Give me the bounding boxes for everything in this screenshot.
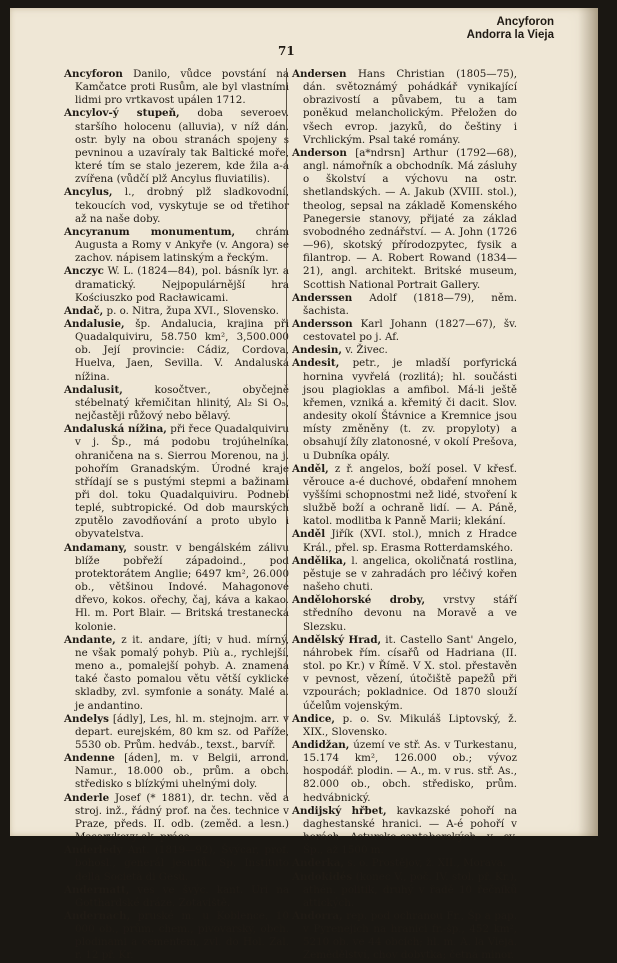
dictionary-entry	[292, 634, 517, 713]
page-number: 71	[278, 44, 295, 58]
entry-text: l., drobný plž sladkovodní, tekoucích vod, vyskytuje se od třetihor až na naše doby.	[75, 186, 289, 225]
entry-headword: Ancyforon	[64, 68, 123, 80]
dictionary-entry	[64, 884, 289, 910]
entry-headword: Andamany,	[64, 541, 127, 554]
dictionary-entry	[292, 871, 517, 910]
dictionary-entry	[64, 542, 289, 634]
entry-text: Jiřík (XVI. stol.), mnich z Hradce Král., přel. sp. Erasma Rotterdamského.	[303, 528, 517, 554]
entry-headword: Andermatt,	[64, 883, 130, 896]
entry-headword: Andersen	[292, 68, 347, 80]
entry-headword: Ancyranum monumentum,	[64, 225, 236, 238]
entry-headword: Andidžan,	[292, 738, 350, 751]
dictionary-entry	[64, 384, 289, 423]
entry-headword: Andělský Hrad,	[292, 633, 382, 646]
dictionary-entry	[292, 292, 517, 318]
entry-headword: Andělohorské droby,	[292, 594, 426, 607]
entry-text: pruské m. u Koblence, 10 000 ob., prům. chem., pivovarský, obch. plodinami a cementem, zvl. do Hol. Zal. r. 12 př. Kr.	[75, 910, 289, 962]
entry-headword: Anderssen	[292, 291, 353, 304]
dictionary-entry	[292, 555, 517, 594]
entry-text: p. o. Sv. Mikuláš Liptovský, ž. XIX., Slovensko.	[303, 712, 517, 738]
entry-text: doba severoev. staršího holocenu (alluvia), v níž dán. ostr. byly na obou stranách spojeny s pevninou a uzavíraly tak Baltické moře, které tím se stalo jezerem, kde žila a-á zvířena (vůdčí plž Ancylus fluviatilis).	[75, 107, 289, 186]
dictionary-entry	[292, 739, 517, 805]
entry-text: Ant. (1819—92), Švýcar, prof. bohosl., generál jesuitů. Sp. Instituto della Società di Gesù.	[75, 844, 289, 883]
entry-headword: Andalusie,	[64, 317, 125, 330]
entry-text: p. o. Nitra, župa XVI., Slovensko.	[103, 304, 279, 317]
dictionary-entry	[292, 357, 517, 462]
entry-headword: Anderson	[292, 146, 347, 159]
dictionary-entry	[292, 463, 517, 529]
entry-headword: Anderka,	[292, 857, 345, 870]
dictionary-entry	[64, 226, 289, 265]
entry-text: petr., je mladší porfyrická hornina vyvřelá (rozlitá); hl. součásti jsou plagioklas a amfibol. Má-li ještě křemen, vzniká a. křemitý či dacit. Slov. andesity okolí Štávnice a Kremnice jsou místy změněny (t. zv. propyloty) a obsahují žíly zlatonosné, v okolí Prešova, u Dubníka opály.	[303, 357, 517, 462]
dictionary-entry	[292, 910, 517, 963]
header-last-entry: Andorra la Vieja	[466, 29, 554, 41]
running-header	[467, 16, 554, 42]
dictionary-entry	[64, 713, 289, 752]
entry-text: (konec V., poč. IV. stol. př. Kr.), athén. politik, druhý v řadě 10 řečníků attických.	[303, 870, 517, 909]
entry-headword: Andělika,	[292, 554, 347, 567]
entry-text: vrstvy stáří středního devonu na Moravě a ve Slezsku.	[303, 594, 517, 633]
entry-text: chrám Augusta a Romy v Ankyře (v. Angora) se zachov. nápisem latinským a řeckým.	[75, 225, 290, 265]
entry-text: soustr. v bengálském zálivu blíže pobřeží západoind., pod protektorátem Anglie; 6497 km², 26.000 ob., většinou Indové. Mahagonové dřevo, kokos. ořechy, čaj, káva a kakao. Hl. m. Port Blair. — Britská trestanecká kolonie.	[75, 541, 289, 633]
entry-text: z ř. angelos, boží posel. V křesť. věrouce a-é duchové, obdaření mnohem vyššími schopnostmi než lidé, stvoření k službě boží a ochraně lidí. — A. Páně, katol. modlitba k Panně Marii; klekání.	[303, 462, 517, 528]
left-column	[64, 68, 289, 963]
entry-text: Karl Johann (1827—67), šv. cestovatel po j. Af.	[303, 317, 517, 344]
entry-headword: Andesin,	[292, 344, 343, 357]
entry-text: rep. pod ochranou Fr., Šp a pap. v Pyrenejích na hranici fr.-šp., 452 km², 5210 ob. ve 44 obcích; hl. m. A. la Vieja. Zemědělství, chov dobytka; četná minor.	[303, 910, 517, 962]
dictionary-entry	[64, 186, 289, 225]
entry-text: l. angelica, okoličnatá rostlina, pěstuje se v zahradách pro léčivý kořen našeho chuti.	[303, 554, 517, 594]
dictionary-entry	[292, 68, 517, 147]
entry-headword: Andokidés	[292, 870, 353, 883]
entry-text: ves ve švýc. kant. Uri na Gotthardské dráze. Zotaviště.	[75, 883, 289, 909]
dictionary-entry	[64, 318, 289, 384]
dictionary-entry	[64, 305, 289, 318]
entry-text: z it. andare, jíti; v hud. mírný, ne však pomalý pohyb. Più a., rychlejší, meno a., pomalejší pohyb. A. znamená také často pomalou větu větší cyklické skladby, zvl. symfonie a sonáty. Malé a. je andantino.	[75, 633, 289, 712]
entry-headword: Ancylus,	[64, 186, 113, 199]
entry-headword: Andijský hřbet,	[292, 804, 387, 817]
dictionary-entry	[64, 844, 289, 883]
entry-headword: Andač,	[64, 304, 104, 317]
entry-text: Adolf (1818—79), něm. šachista.	[303, 291, 517, 317]
dictionary-entry	[292, 857, 517, 870]
entry-text: šp. Andalucia, krajina při Quadalquiviru, 58.750 km², 3,500.000 ob. Její provincie: Cádiz, Cordova, Huelva, Jaen, Sevilla. V. Andaluská nížina.	[75, 317, 289, 383]
entry-headword: Anderledy	[64, 844, 123, 857]
header-first-entry: Ancyforon	[496, 16, 554, 28]
dictionary-entry	[292, 318, 517, 344]
page-binding-shadow	[578, 8, 598, 836]
entry-headword: Andernach,	[64, 910, 131, 922]
dictionary-entry	[64, 752, 289, 791]
entry-headword: Andalusit,	[64, 383, 123, 396]
dictionary-entry	[292, 713, 517, 739]
entry-text: Hans Christian (1805—75), dán. světoznámý pohádkář vynikající obrazivostí a půvabem, tu a tam poněkud melancholickým. Přeložen do všech evrop. jazyků, do češtiny i Vrchlickým. Psal také romány.	[303, 68, 517, 146]
dictionary-entry	[292, 594, 517, 633]
dictionary-entry	[64, 107, 289, 186]
dictionary-entry	[64, 634, 289, 713]
entry-headword: Andaluská nížina,	[64, 423, 167, 436]
entry-text: v. Živec.	[342, 344, 388, 357]
dictionary-entry	[292, 805, 517, 858]
entry-headword: Anděl	[292, 528, 326, 541]
dictionary-entry	[64, 792, 289, 845]
dictionary-entry	[64, 910, 289, 963]
dictionary-entry	[64, 265, 289, 304]
entry-headword: Anczyc	[64, 265, 104, 278]
entry-headword: Andante,	[64, 633, 116, 646]
entry-text: Danilo, vůdce povstání na Kamčatce proti Rusům, ale byl vlastními lidmi pro vrtkavost upálen 1712.	[75, 68, 289, 107]
entry-text: Josef (* 1881), dr. techn. věd a stroj. inž., řádný prof. na čes. technice v Praze, předs. II. odb. (zeměd. a lesn.) Masarykovy ak. práce.	[75, 791, 289, 844]
entry-text: kosočtver., obyčejně stébelnatý křemičitan hlinitý, Al₂ Si O₅, nejčastěji růžový nebo bělavý.	[75, 383, 289, 423]
entry-text: kavkazské pohoří na daghestanské hranici. — A-é pohoří v horách Astursko-cantaberských v sv. Šp., až 1500 m.	[303, 804, 517, 857]
entry-headword: Andice,	[292, 712, 335, 725]
entry-headword: Anděl,	[292, 462, 329, 475]
entry-text: s. o. Prostějov, ž. XII., Morava.	[344, 857, 507, 870]
entry-headword: Andersson	[292, 317, 353, 330]
entry-text: [ádly], Les, hl. m. stejnojm. arr. v depart. eurejském, 80 km sz. od Paříže, 5530 ob. Prům. hedváb., texst., barvíř.	[75, 712, 289, 751]
entry-headword: Andenne	[64, 752, 115, 765]
entry-headword: Ancylov-ý stupeň,	[64, 107, 180, 120]
dictionary-entry	[292, 528, 517, 554]
right-column	[292, 68, 517, 963]
dictionary-entry	[292, 147, 517, 292]
dictionary-entry	[64, 68, 289, 107]
entry-headword: Andorra,	[292, 910, 343, 922]
column-divider	[286, 68, 287, 798]
entry-text: při řece Quadalquiviru v j. Šp., má podobu trojúhelníka, ohraničena na s. Sierrou Morenou, na j. pohořím Granadským. Úrodné kraje střídají se s pustými stepmi a bažinami při dol. toku Quadalquiviru. Podnebí teplé, subtropické. Od dob maurských zputělo zavodňování a proto ubylo i obyvatelstva.	[75, 423, 290, 541]
entry-text: území ve stř. As. v Turkestanu, 15.174 km², 126.000 ob.; vývoz hospodář. plodin. — A., m. v rus. stř. As., 82.000 ob., obch. středisko, prům. hedvábnický.	[303, 738, 517, 804]
entry-text: it. Castello Sant' Angelo, náhrobek řím. císařů od Hadriana (II. stol. po Kr.) v Římě. V X. stol. přestavěn v pevnost, vězení, útočiště papežů při vzpourách; pokladnice. Od 1870 slouží účelům vojenským.	[303, 633, 518, 712]
dictionary-entry	[292, 344, 517, 357]
entry-text: W. L. (1824—84), pol. básník lyr. a dramatický. Nejpopulárnější hra Kościuszko pod Racławicami.	[75, 265, 289, 304]
entry-text: [áden], m. v Belgii, arrond. Namur., 18.000 ob., prům. a obch. středisko s blízkými uhelnými doly.	[75, 752, 289, 791]
dictionary-entry	[64, 423, 289, 541]
entry-text: [a*ndrsn] Arthur (1792—68), angl. námořník a obchodník. Má zásluhy o školství a výchovu na ostr. shetlandských. — A. Jakub (XVIII. stol.), theolog, sepsal na základě Komenského Panegersie stanovy, přijaté za základ svobodného zednářství. — A. John (1726—96), skotský přírodozpytec, fysik a filantrop. — A. Robert Rowand (1834—21), angl. architekt. Britské museum, Scottish National Portrait Gallery.	[303, 146, 517, 291]
entry-headword: Anderle	[64, 791, 110, 804]
entry-headword: Andelys	[64, 712, 109, 725]
entry-headword: Andesit,	[292, 357, 340, 370]
book-page	[10, 8, 598, 962]
